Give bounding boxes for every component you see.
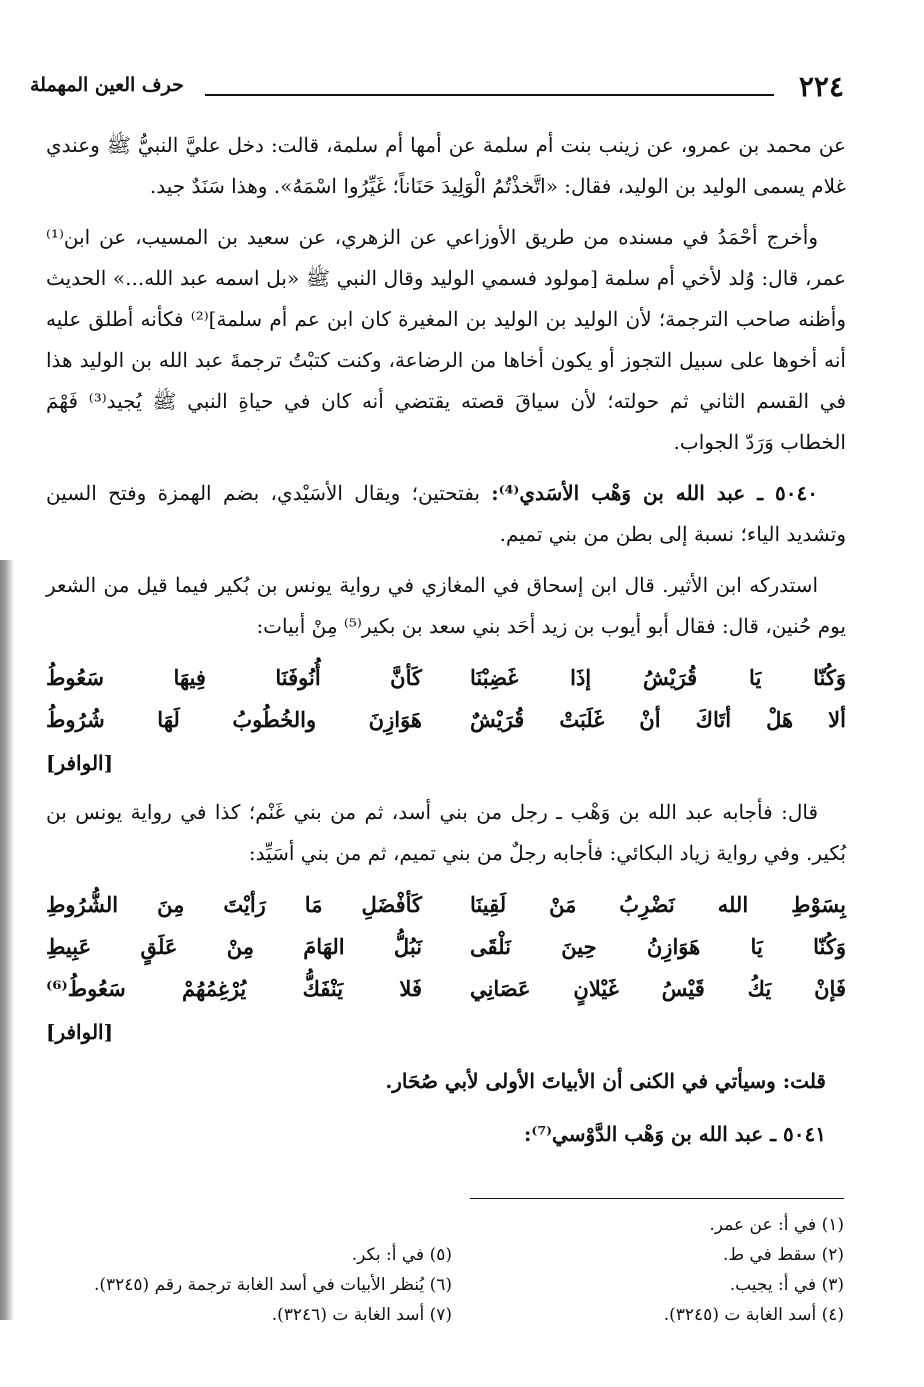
entry-5040-text: بفتحتين؛ ويقال الأسَيْدي، بضم الهمزة وفتح السين وتشديد الياء؛ نسبة إلى بطن من بني تميم. [46, 481, 846, 546]
footnote-row [60, 1270, 844, 1300]
paragraph-3: استدركه ابن الأثير. قال ابن إسحاق في المغازي في رواية يونس بن بُكير فيما قيل من الشعر يوم حُنين، قال: فقال أبو أيوب بن زيد أحَد بني سعد بن بكير⁽⁵⁾ مِنْ أبيات: [46, 573, 846, 638]
page-body [46, 125, 846, 1167]
hemistich-first: وَكُنّا يَا قُرَيْشُ إذَا غَضِبْنَا [470, 665, 846, 690]
page-number: ٢٢٤ [798, 70, 844, 103]
verse [46, 968, 846, 1010]
entry-5040 [46, 473, 846, 555]
footnote-1: (١) في أ: عن عمر. [709, 1215, 844, 1235]
scan-edge-shadow [0, 560, 14, 1320]
hemistich-second: كَأفْضَلِ مَا رَأيْتَ مِنَ الشُّرُوطِ [46, 892, 422, 917]
verse [46, 884, 846, 926]
footnote-5: (٥) في أ: بكر. [351, 1245, 452, 1265]
hemistich-first: وَكُنّا يَا هَوَازِنُ حِينَ نَلْقَى [470, 934, 846, 959]
footnote-6: (٦) يُنظر الأبيات في أسد الغابة ترجمة رقم (٣٢٤٥). [93, 1275, 452, 1295]
footnote-3: (٣) في أ: يجيب. [729, 1275, 844, 1295]
hemistich-first: فَإنْ يَكُ قَيْسُ غَيْلانٍ عَصَانِي [470, 976, 846, 1001]
footnote-row [60, 1300, 844, 1330]
footnote-7: (٧) أسد الغابة ت (٣٢٤٦). [271, 1305, 452, 1325]
paragraph-2: وأخرج أحْمَدُ في مسنده من طريق الأوزاعي عن الزهري، عن سعيد بن المسيب، عن ابن⁽¹⁾ عمر، قال: وُلد لأخي أم سلمة [مولود فسمي الوليد وقال النبي ﷺ «بل اسمه عبد الله...» الحديث وأظنه صاحب الترجمة؛ لأن الوليد بن الوليد بن المغيرة كان ابن عم أم سلمة]⁽²⁾ فكأنه أطلق عليه أنه أخوها على سبيل التجوز أو يكون أخاها من الرضاعة، وكنت كتبْتُ ترجمةَ عبد الله بن الوليد هذا في القسم الثاني ثم حولته؛ لأن سياقَ قصته يقتضي أنه كان في حياةِ النبي ﷺ يُجيد⁽³⁾ فَهْمَ الخطاب وَرَدّ الجواب. [46, 225, 847, 454]
hemistich-first: بِسَوْطِ الله نَضْرِبُ مَنْ لَقِينَا [470, 892, 846, 917]
footnotes [60, 1210, 844, 1330]
hemistich-first: ألا هَلْ أتَاكَ أنْ غَلَبَتْ قُرَيْشٌ [470, 707, 846, 732]
entry-5041-heading: ٥٠٤١ ـ عبد الله بن وَهْب الدَّوْسي⁽⁷⁾: [523, 1122, 826, 1146]
verse [46, 657, 846, 699]
hemistich-second: فَلا يَنْفَكُّ يُرْغِمُهُمْ سَعُوطُ⁽⁶⁾ [46, 976, 422, 1001]
paragraph-5: قلت: وسيأتي في الكنى أن الأبياتَ الأولى لأبي صُحَار. [385, 1069, 826, 1093]
footnote-2: (٢) سقط في ط. [722, 1245, 844, 1265]
verse [46, 926, 846, 968]
poem-2 [46, 884, 846, 1010]
paragraph-4: قال: فأجابه عبد الله بن وَهْب ـ رجل من بني أسد، ثم من بني غَنْم؛ كذا في رواية يونس بن بُكير. وفي رواية زياد البكائي: فأجابه رجلٌ من بني تميم، ثم من بني أسَيِّد: [46, 800, 846, 865]
footnote-row [60, 1210, 844, 1240]
page-header [30, 70, 844, 106]
footnote-row [60, 1240, 844, 1270]
hemistich-second: هَوَازِنَ والخُطُوبُ لَهَا شُرُوطُ [46, 707, 422, 732]
meter-label: [الوافر] [46, 1020, 114, 1044]
hemistich-second: نَبُلُّ الهَامَ مِنْ عَلَقٍ عَبِيطِ [46, 934, 422, 959]
verse [46, 699, 846, 741]
paragraph-1: عن محمد بن عمرو، عن زينب بنت أم سلمة عن أمها أم سلمة، قالت: دخل عليَّ النبيُّ ﷺ وعندي غلام يسمى الوليد بن الوليد، فقال: «اتَّخذْتُمُ الْوَلِيدَ حَنَاناً؛ غَيِّرُوا اسْمَهُ». وهذا سَنَدٌ جيد. [46, 133, 846, 198]
footnote-rule [470, 1198, 844, 1199]
header-rule [205, 94, 774, 96]
poem-1 [46, 657, 846, 741]
running-title: حرف العين المهملة [30, 74, 184, 96]
footnote-4: (٤) أسد الغابة ت (٣٢٤٥). [663, 1305, 844, 1325]
hemistich-second: كَأنَّ أُنُوفَنَا فِيهَا سَعُوطُ [46, 665, 422, 690]
meter-label: [الوافر] [46, 751, 114, 775]
entry-5040-heading: ٥٠٤٠ ـ عبد الله بن وَهْب الأسَدي⁽⁴⁾: [491, 481, 818, 505]
